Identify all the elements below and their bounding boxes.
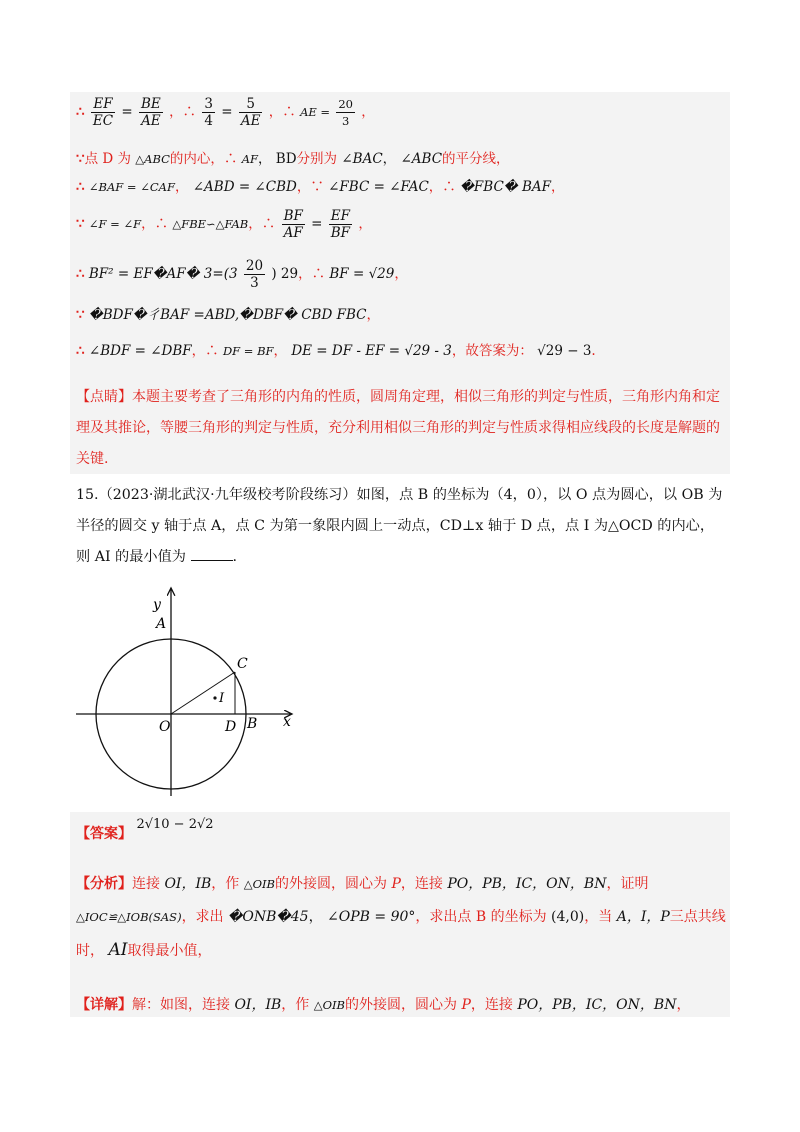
- label-o: O: [159, 719, 171, 735]
- circle-figure: [70, 578, 310, 800]
- label-b: B: [247, 716, 258, 732]
- solution-line-7: ∴ ∠BDF = ∠DBF，∴ DF = BF， DE = DF - EF = √29 - 3，故答案为： √29 − 3.: [76, 343, 596, 359]
- solution-line-3: ∴ ∠BAF = ∠CAF， ∠ABD = ∠CBD，∵ ∠FBC = ∠FAC，∴ �FBC� BAF，: [76, 179, 565, 195]
- fraction-20-3-b: $\frac{20}{3}$: [245, 258, 264, 291]
- solution-line-5: ∴ BF² = EF�AF� 3=(3 $\frac{20}{3}$ ) 29，∴ BF = √29，: [76, 258, 408, 291]
- solution-line-6: ∵ �BDF�彳BAF =ABD,�DBF� CBD FBC，: [76, 307, 380, 323]
- label-a: A: [156, 616, 167, 632]
- fraction-bf-af: $\frac{BF}{AF}$: [283, 208, 303, 241]
- fraction-5-ae: $\frac{5}{AE}$: [240, 96, 261, 129]
- question-15: 15.（2023·湖北武汉·九年级校考阶段练习）如图，点 B 的坐标为（4，0），以 O 点为圆心，以 OB 为半径的圆交 y 轴于点 A，点 C 为第一象限内圆上一动点，CD⊥x 轴于 D 点，点 I 为△OCD 的内心，则 AI 的最小值为 .: [76, 487, 723, 565]
- answer-line: 【答案】 2√10 − 2√2: [76, 817, 214, 842]
- solution-line-4: ∵ ∠F = ∠F，∴ △FBE∽△FAB，∴ $\frac{BF}{AF}$ = $\frac{EF}{BF}$ ，: [76, 208, 372, 241]
- answer-blank: [191, 548, 233, 561]
- answer-value: 2√10 − 2√2: [136, 817, 214, 832]
- detail-line: 【详解】解：如图，连接 OI，IB，作 △OIB的外接圆，圆心为 P，连接 PO，PB，IC，ON，BN，: [76, 997, 691, 1013]
- key-point-comment: 【点睛】本题主要考查了三角形的内角的性质，圆周角定理，相似三角形的判定与性质，三角形内角和定理及其推论，等腰三角形的判定与性质，充分利用相似三角形的判定与性质求得相应线段的长度是解题的关键.: [76, 389, 720, 467]
- point-i: [213, 696, 216, 699]
- analysis-paragraph: 【分析】连接 OI，IB，作 △OIB的外接圆，圆心为 P，连接 PO，PB，IC，ON，BN，证明 △IOC≌△IOB(SAS)，求出 �ONB�45， ∠OPB = 90°，求出点 B 的坐标为 (4,0)，当 A，I，P三点共线时， AI取得最小值，: [76, 876, 726, 960]
- label-i: I: [219, 691, 225, 706]
- label-d: D: [225, 719, 237, 735]
- fraction-20-3: $\frac{20}{3}$: [338, 97, 353, 128]
- fraction-ef-bf: $\frac{EF}{BF}$: [330, 208, 351, 241]
- label-x: x: [283, 714, 291, 730]
- label-y: y: [153, 597, 161, 613]
- segment-oc: [171, 672, 235, 714]
- fraction-ef-ec: $\frac{EF}{EC}$: [92, 96, 114, 129]
- solution-line-1: ∴ $\frac{EF}{EC}$ = $\frac{BE}{AE}$ ，∴ $\frac{3}{4}$ = $\frac{5}{AE}$ ，∴ AE = $\frac{20}{3}$ ，: [76, 96, 375, 129]
- solution-line-2: ∵点 D 为 △ABC的内心，∴ AF， BD分别为 ∠BAC， ∠ABC的平分线，: [76, 151, 510, 167]
- label-c: C: [237, 656, 248, 672]
- fraction-be-ae: $\frac{BE}{AE}$: [140, 96, 161, 129]
- fraction-3-4: $\frac{3}{4}$: [204, 96, 213, 129]
